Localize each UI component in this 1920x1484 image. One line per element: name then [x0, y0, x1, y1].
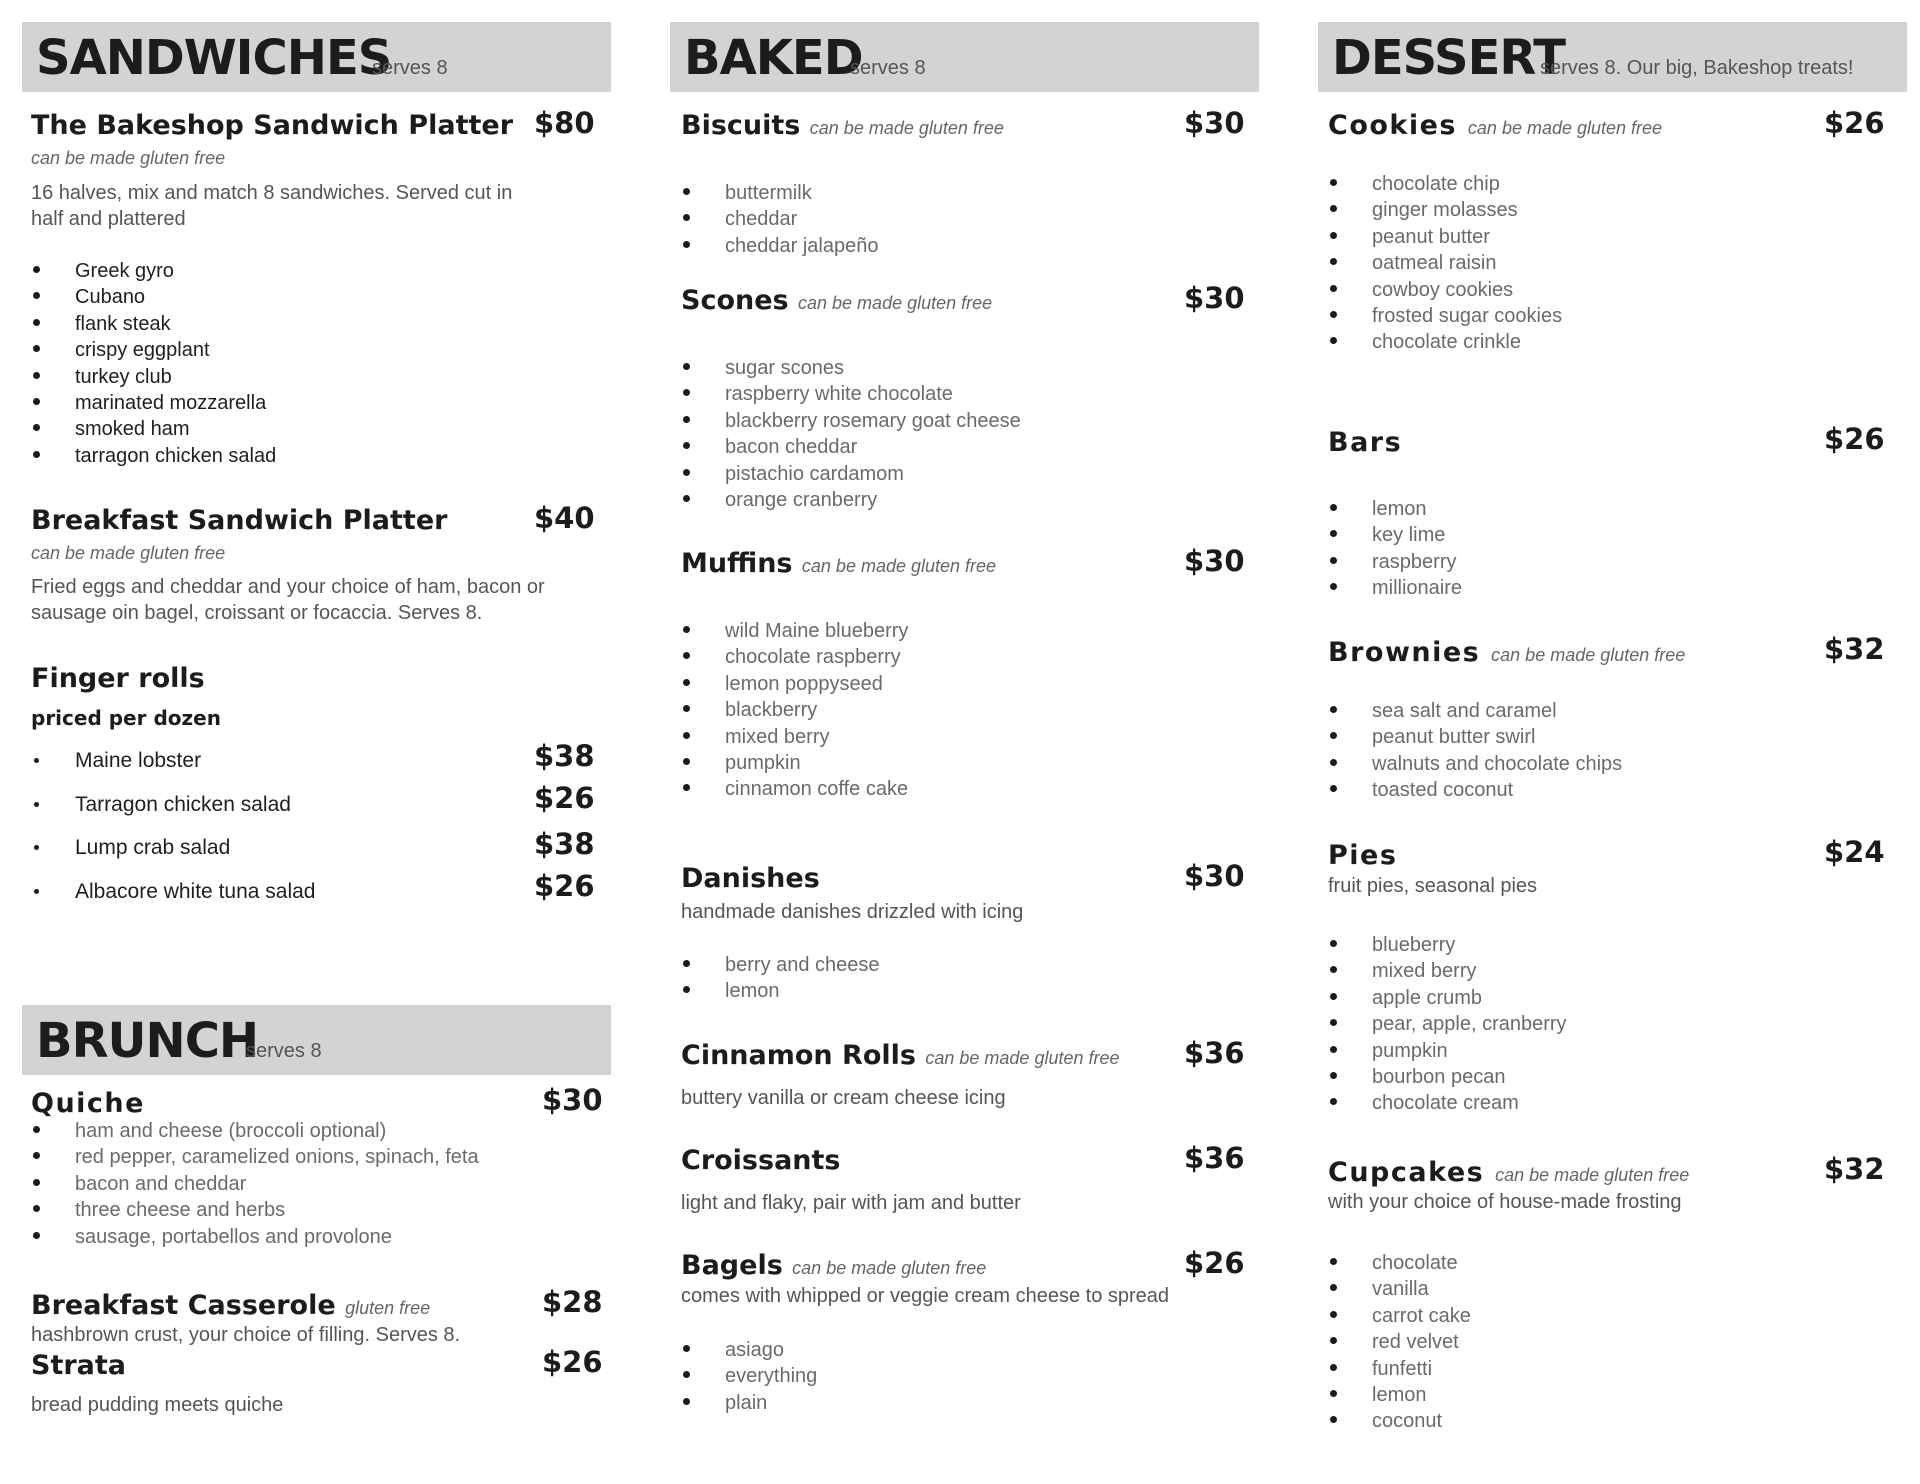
brownies-price: $32 — [1824, 632, 1885, 666]
pies-description: fruit pies, seasonal pies — [1328, 875, 1538, 897]
finger-roll-label: Maine lobster — [31, 749, 201, 773]
list-item: lemon poppyseed — [681, 671, 908, 697]
list-item: marinated mozzarella — [31, 390, 276, 416]
cupcakes-note: can be made gluten free — [1495, 1165, 1690, 1185]
list-item: blackberry — [681, 697, 908, 723]
cinnamon-rolls-price: $36 — [1184, 1036, 1245, 1070]
list-item: sugar scones — [681, 355, 1021, 381]
list-item: pear, apple, cranberry — [1328, 1011, 1567, 1037]
platter-title: The Bakeshop Sandwich Platter — [31, 110, 514, 141]
cupcakes-price: $32 — [1824, 1152, 1885, 1186]
cookies-name: Cookies — [1328, 110, 1458, 141]
list-item: funfetti — [1328, 1356, 1471, 1382]
list-item: plain — [681, 1390, 817, 1416]
finger-roll-price: $38 — [534, 827, 595, 861]
list-item: cheddar — [681, 206, 878, 232]
cinnamon-rolls-name: Cinnamon Rolls — [681, 1040, 916, 1071]
list-item: bacon cheddar — [681, 434, 1021, 460]
cupcakes-name: Cupcakes — [1328, 1157, 1485, 1188]
baked-serves: serves 8 — [850, 57, 926, 79]
dessert-header — [1318, 22, 1907, 92]
list-item: vanilla — [1328, 1276, 1471, 1302]
list-item: ham and cheese (broccoli optional) — [31, 1118, 479, 1144]
cinnamon-rolls-note: can be made gluten free — [925, 1048, 1120, 1068]
list-item: apple crumb — [1328, 985, 1567, 1011]
list-item: peanut butter swirl — [1328, 724, 1622, 750]
strata-description: bread pudding meets quiche — [31, 1394, 284, 1416]
list-item: red velvet — [1328, 1329, 1471, 1355]
list-item: mixed berry — [681, 724, 908, 750]
croissants-price: $36 — [1184, 1141, 1245, 1175]
quiche-list — [31, 1118, 479, 1250]
list-item: toasted coconut — [1328, 777, 1622, 803]
platter-note: can be made gluten free — [31, 148, 226, 168]
list-item: chocolate crinkle — [1328, 329, 1562, 355]
biscuits-note: can be made gluten free — [809, 118, 1004, 138]
finger-rolls-title: Finger rolls — [31, 663, 205, 694]
bagels-note: can be made gluten free — [792, 1258, 987, 1278]
bars-list — [1328, 496, 1462, 602]
bagels-name: Bagels — [681, 1250, 783, 1281]
cupcakes-description: with your choice of house-made frosting — [1328, 1191, 1682, 1213]
quiche-price: $30 — [542, 1083, 603, 1117]
list-item: crispy eggplant — [31, 337, 276, 363]
list-item: sausage, portabellos and provolone — [31, 1224, 479, 1250]
sandwiches-column — [22, 0, 612, 1484]
breakfast-platter-title: Breakfast Sandwich Platter — [31, 505, 448, 536]
bagels-price: $26 — [1184, 1246, 1245, 1280]
danishes-description: handmade danishes drizzled with icing — [681, 901, 1024, 923]
list-item: chocolate — [1328, 1250, 1471, 1276]
strata-price: $26 — [542, 1345, 603, 1379]
list-item: buttermilk — [681, 180, 878, 206]
brunch-heading: BRUNCH — [36, 1013, 259, 1069]
cookies-note: can be made gluten free — [1467, 118, 1663, 138]
dessert-serves: serves 8. Our big, Bakeshop treats! — [1540, 57, 1854, 79]
baked-header — [670, 22, 1259, 92]
brownies-title — [1328, 637, 1685, 668]
finger-roll-label: Lump crab salad — [31, 836, 230, 860]
muffins-list — [681, 618, 908, 803]
list-item: oatmeal raisin — [1328, 250, 1562, 276]
list-item: bacon and cheddar — [31, 1171, 479, 1197]
list-item: frosted sugar cookies — [1328, 303, 1562, 329]
quiche-title: Quiche — [31, 1088, 145, 1119]
finger-rolls-priced: priced per dozen — [31, 706, 221, 730]
pies-list — [1328, 932, 1567, 1117]
list-item: cinnamon coffe cake — [681, 776, 908, 802]
sandwiches-header — [22, 22, 611, 92]
list-item: coconut — [1328, 1408, 1471, 1434]
list-item: lemon — [1328, 496, 1462, 522]
list-item: tarragon chicken salad — [31, 443, 276, 469]
danishes-list — [681, 952, 880, 1005]
breakfast-platter-description: Fried eggs and cheddar and your choice of ham, bacon or sausage oin bagel, croissant or focaccia. Serves 8. — [31, 576, 545, 624]
casserole-name: Breakfast Casserole — [31, 1290, 336, 1321]
scones-list — [681, 355, 1021, 513]
list-item: pumpkin — [681, 750, 908, 776]
cookies-list — [1328, 171, 1562, 356]
scones-price: $30 — [1184, 281, 1245, 315]
pies-title: Pies — [1328, 840, 1398, 871]
muffins-price: $30 — [1184, 544, 1245, 578]
croissants-description: light and flaky, pair with jam and butter — [681, 1192, 1021, 1214]
sandwiches-serves: serves 8 — [372, 57, 448, 79]
list-item: red pepper, caramelized onions, spinach, feta — [31, 1144, 479, 1170]
sandwiches-heading: SANDWICHES — [36, 30, 392, 86]
finger-roll-label: Tarragon chicken salad — [31, 793, 291, 817]
cookies-price: $26 — [1824, 106, 1885, 140]
list-item: pumpkin — [1328, 1038, 1567, 1064]
list-item: flank steak — [31, 311, 276, 337]
brownies-name: Brownies — [1328, 637, 1481, 668]
finger-roll-label: Albacore white tuna salad — [31, 880, 316, 904]
dessert-heading: DESSERT — [1332, 30, 1565, 86]
breakfast-platter-note: can be made gluten free — [31, 543, 226, 563]
casserole-title — [31, 1290, 430, 1321]
biscuits-list — [681, 180, 878, 259]
list-item: orange cranberry — [681, 487, 1021, 513]
bagels-description: comes with whipped or veggie cream cheese to spread — [681, 1285, 1170, 1307]
list-item: berry and cheese — [681, 952, 880, 978]
list-item: key lime — [1328, 522, 1462, 548]
cookies-title — [1328, 110, 1662, 141]
danishes-price: $30 — [1184, 859, 1245, 893]
platter-sandwich-list — [31, 258, 276, 469]
list-item: raspberry — [1328, 549, 1462, 575]
finger-roll-price: $38 — [534, 739, 595, 773]
platter-price: $80 — [534, 106, 595, 140]
cupcakes-list — [1328, 1250, 1471, 1435]
list-item: everything — [681, 1363, 817, 1389]
finger-roll-price: $26 — [534, 781, 595, 815]
cinnamon-rolls-title — [681, 1040, 1120, 1071]
list-item: raspberry white chocolate — [681, 381, 1021, 407]
list-item: lemon — [681, 978, 880, 1004]
bagels-list — [681, 1337, 817, 1416]
bars-price: $26 — [1824, 422, 1885, 456]
casserole-note: gluten free — [345, 1298, 431, 1318]
list-item: chocolate chip — [1328, 171, 1562, 197]
brunch-header — [22, 1005, 611, 1075]
list-item: blueberry — [1328, 932, 1567, 958]
list-item: peanut butter — [1328, 224, 1562, 250]
biscuits-price: $30 — [1184, 106, 1245, 140]
baked-heading: BAKED — [684, 30, 863, 86]
list-item: chocolate raspberry — [681, 644, 908, 670]
platter-description: 16 halves, mix and match 8 sandwiches. Served cut in half and plattered — [31, 182, 513, 230]
cupcakes-title — [1328, 1157, 1689, 1188]
list-item: cowboy cookies — [1328, 277, 1562, 303]
list-item: cheddar jalapeño — [681, 233, 878, 259]
scones-name: Scones — [681, 285, 789, 316]
muffins-note: can be made gluten free — [801, 556, 997, 576]
list-item: mixed berry — [1328, 958, 1567, 984]
finger-roll-price: $26 — [534, 869, 595, 903]
list-item: lemon — [1328, 1382, 1471, 1408]
croissants-title: Croissants — [681, 1145, 841, 1176]
list-item: millionaire — [1328, 575, 1462, 601]
breakfast-platter-price: $40 — [534, 501, 595, 535]
bagels-title — [681, 1250, 986, 1281]
bars-title: Bars — [1328, 427, 1403, 458]
list-item: bourbon pecan — [1328, 1064, 1567, 1090]
cinnamon-rolls-description: buttery vanilla or cream cheese icing — [681, 1087, 1006, 1109]
dessert-column — [1318, 0, 1908, 1484]
list-item: blackberry rosemary goat cheese — [681, 408, 1021, 434]
list-item: three cheese and herbs — [31, 1197, 479, 1223]
pies-price: $24 — [1824, 835, 1885, 869]
list-item: Greek gyro — [31, 258, 276, 284]
scones-note: can be made gluten free — [798, 293, 993, 313]
list-item: chocolate cream — [1328, 1090, 1567, 1116]
list-item: turkey club — [31, 364, 276, 390]
biscuits-title — [681, 110, 1004, 141]
list-item: asiago — [681, 1337, 817, 1363]
muffins-name: Muffins — [681, 548, 793, 579]
scones-title — [681, 285, 992, 316]
casserole-description: hashbrown crust, your choice of filling. Serves 8. — [31, 1324, 461, 1346]
brunch-serves: serves 8 — [246, 1040, 322, 1062]
list-item: walnuts and chocolate chips — [1328, 751, 1622, 777]
list-item: smoked ham — [31, 416, 276, 442]
baked-column — [670, 0, 1260, 1484]
list-item: pistachio cardamom — [681, 461, 1021, 487]
strata-title: Strata — [31, 1350, 127, 1381]
list-item: carrot cake — [1328, 1303, 1471, 1329]
list-item: sea salt and caramel — [1328, 698, 1622, 724]
list-item: wild Maine blueberry — [681, 618, 908, 644]
casserole-price: $28 — [542, 1285, 603, 1319]
danishes-title: Danishes — [681, 863, 820, 894]
brownies-list — [1328, 698, 1622, 804]
muffins-title — [681, 548, 996, 579]
biscuits-name: Biscuits — [681, 110, 801, 141]
list-item: Cubano — [31, 284, 276, 310]
brownies-note: can be made gluten free — [1491, 645, 1686, 665]
list-item: ginger molasses — [1328, 197, 1562, 223]
